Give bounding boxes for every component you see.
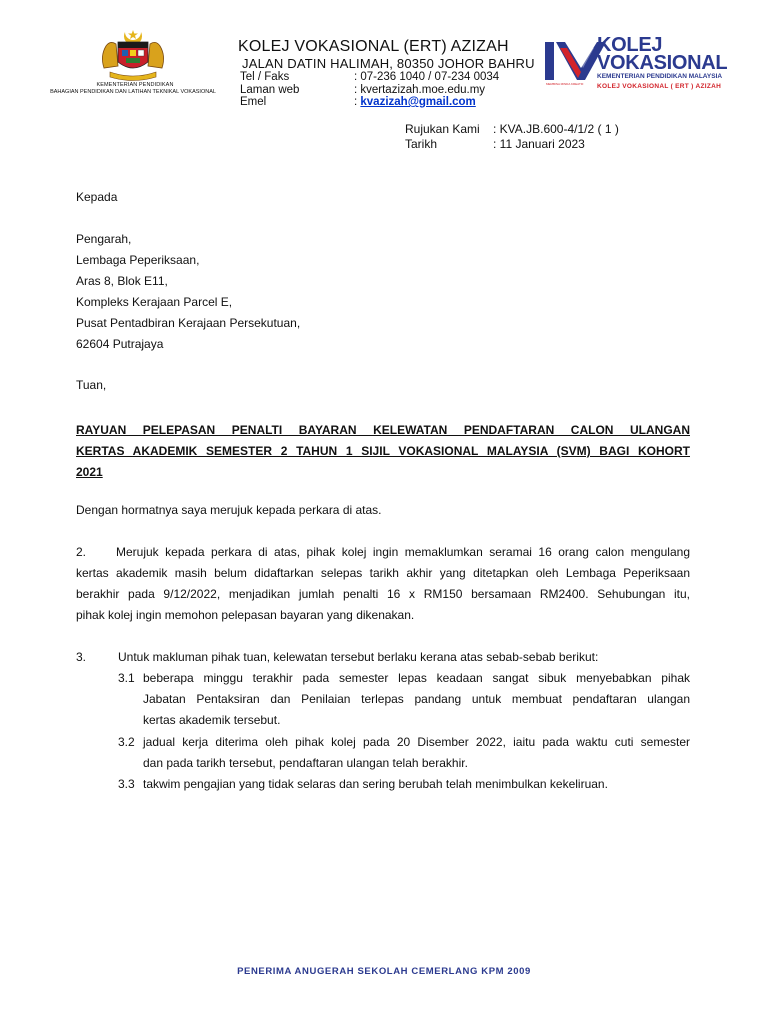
college-address: JALAN DATIN HALIMAH, 80350 JOHOR BAHRU <box>242 56 535 71</box>
reference-label: Rujukan Kami <box>405 122 480 136</box>
point-number: 3.2 <box>118 735 135 749</box>
address-line: Aras 8, Blok E11, <box>76 274 168 288</box>
date-value: : 11 Januari 2023 <box>493 137 585 151</box>
email-prefix: : <box>354 96 361 108</box>
recipient-heading: Kepada <box>76 190 118 204</box>
logo-tagline: MEMBINA MINDA KREATIF <box>546 82 584 86</box>
paragraph-number: 3. <box>76 650 87 664</box>
contact-label: Emel <box>240 96 267 108</box>
college-name: KOLEJ VOKASIONAL (ERT) AZIZAH <box>238 38 509 55</box>
point-line: Jabatan Pentaksiran dan Penilaian terlepas pandang untuk membuat pendaftaran ulangan <box>143 692 690 706</box>
paragraph-line: kertas akademik masih belum didaftarkan selepas tarikh akhir yang ditetapkan oleh Lembaga Peperiksaan <box>76 566 690 580</box>
logo-line2: VOKASIONAL <box>597 52 728 74</box>
address-line: Kompleks Kerajaan Parcel E, <box>76 295 233 309</box>
opening-paragraph: Dengan hormatnya saya merujuk kepada perkara di atas. <box>76 503 382 517</box>
point-line: beberapa minggu terakhir pada semester lepas keadaan sangat sibuk menyebabkan pihak <box>143 671 690 685</box>
malaysia-coat-of-arms-icon <box>98 28 168 82</box>
address-line: Lembaga Peperiksaan, <box>76 253 200 267</box>
address-line: Pengarah, <box>76 232 132 246</box>
contact-label: Laman web <box>240 84 300 96</box>
point-line: takwim pengajian yang tidak selaras dan sering berubah telah menimbulkan kekeliruan. <box>143 777 608 791</box>
point-line: dan pada tarikh tersebut, pendaftaran ulangan telah berakhir. <box>143 756 468 770</box>
point-number: 3.1 <box>118 671 135 685</box>
logo-line4: KOLEJ VOKASIONAL ( ERT ) AZIZAH <box>597 83 722 90</box>
contact-label: Tel / Faks <box>240 71 290 83</box>
footer-award: PENERIMA ANUGERAH SEKOLAH CEMERLANG KPM 2009 <box>237 966 531 977</box>
date-label: Tarikh <box>405 137 438 151</box>
logo-line1: KOLEJ <box>597 34 663 56</box>
paragraph-line: berakhir pada 9/12/2022, menjadikan jumlah penalti 16 x RM150 bersamaan RM2400. Sehubungan itu, <box>76 587 690 601</box>
contact-value: : 07-236 1040 / 07-234 0034 <box>354 71 500 83</box>
point-number: 3.3 <box>118 777 135 791</box>
reference-value: : KVA.JB.600-4/1/2 ( 1 ) <box>493 122 619 136</box>
paragraph-line: Merujuk kepada perkara di atas, pihak kolej ingin memaklumkan seramai 16 orang calon mengulang <box>116 545 690 559</box>
address-line: Pusat Pentadbiran Kerajaan Persekutuan, <box>76 316 301 330</box>
subject-line: KERTAS AKADEMIK SEMESTER 2 TAHUN 1 SIJIL VOKASIONAL MALAYSIA (SVM) BAGI KOHORT <box>76 444 690 458</box>
letterhead <box>0 0 768 118</box>
contact-value <box>354 96 476 108</box>
subject-line: 2021 <box>76 465 103 479</box>
paragraph-number: 2. <box>76 545 87 559</box>
salutation: Tuan, <box>76 378 107 392</box>
ministry-name: KEMENTERIAN PENDIDIKAN <box>96 82 174 88</box>
contact-value: : kvertazizah.moe.edu.my <box>354 84 486 96</box>
logo-line3: KEMENTERIAN PENDIDIKAN MALAYSIA <box>597 73 723 80</box>
subject-line: RAYUAN PELEPASAN PENALTI BAYARAN KELEWATAN PENDAFTARAN CALON ULANGAN <box>76 423 690 437</box>
point-line: kertas akademik tersebut. <box>143 713 281 727</box>
email-link[interactable]: kvazizah@gmail.com <box>360 96 476 108</box>
ministry-division: BAHAGIAN PENDIDIKAN DAN LATIHAN TEKNIKAL VOKASIONAL <box>50 89 216 95</box>
paragraph-line: pihak kolej ingin memohon pelepasan bayaran yang dikenakan. <box>76 608 415 622</box>
point-line: jadual kerja diterima oleh pihak kolej pada 20 Disember 2022, iaitu pada waktu cuti semester <box>143 735 690 749</box>
address-line: 62604 Putrajaya <box>76 337 164 351</box>
paragraph-line: Untuk makluman pihak tuan, kelewatan tersebut berlaku kerana atas sebab-sebab berikut: <box>118 650 599 664</box>
